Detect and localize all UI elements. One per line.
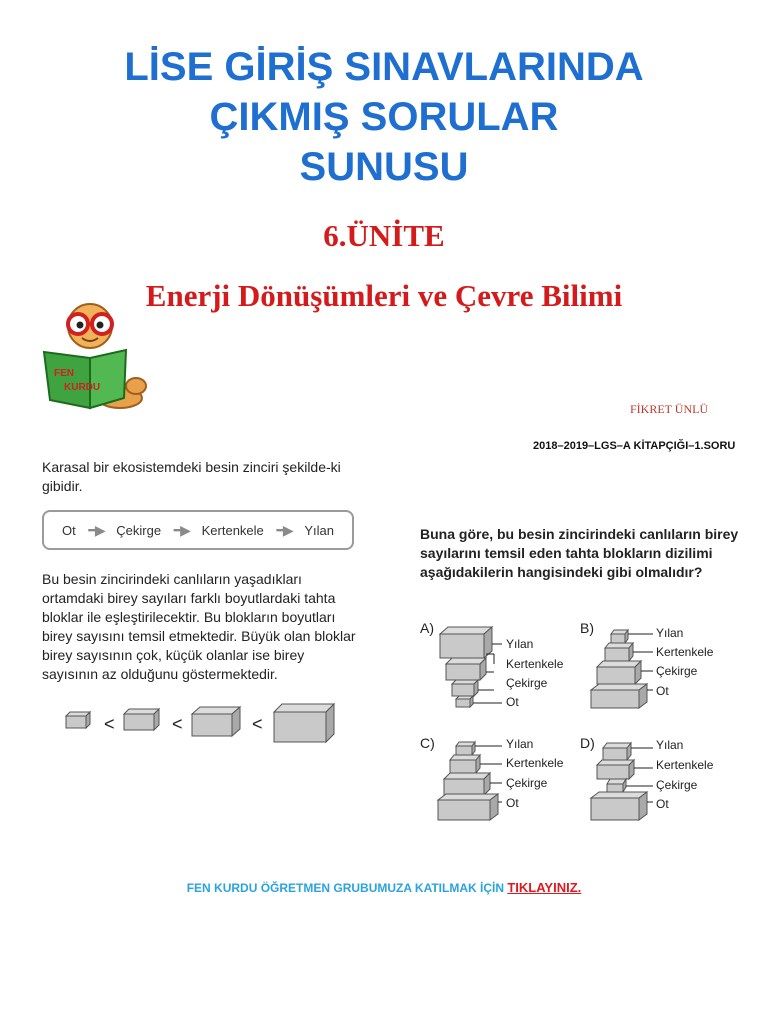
block-label: Ot (656, 797, 669, 811)
question-intro: Karasal bir ekosistemdeki besin zinciri şekilde-ki gibidir. (42, 459, 341, 494)
arrow-right-icon: ━▶ (173, 521, 189, 538)
block-icon (192, 707, 240, 736)
block-label: Kertenkele (506, 756, 564, 770)
question-ask: Buna göre, bu besin zincirindeki canlıların birey sayılarını temsil eden tahta blokların dizilimi aşağıdakilerin hangisindeki gibi olmalıdır? (420, 526, 739, 580)
page-title (0, 42, 768, 192)
block-icon (124, 709, 159, 730)
block-label: Yılan (506, 737, 534, 751)
option-letter: B) (580, 620, 594, 636)
logo-text-fen: FEN (54, 368, 74, 379)
unit-title: 6.ÜNİTE (323, 218, 445, 253)
block-label: Kertenkele (656, 645, 714, 659)
block-label: Çekirge (656, 664, 698, 678)
block-size-comparison (60, 702, 350, 748)
block-label: Yılan (656, 626, 684, 640)
author-name: FİKRET ÜNLÜ (630, 402, 709, 416)
question-source: 2018–2019–LGS–A KİTAPÇIĞI–1.SORU (533, 440, 736, 452)
question-body: Bu besin zincirindeki canlıların yaşadıkları ortamdaki birey sayıları farklı boyutlardaki tahta bloklar ile eşleştirilecektir. Bu blokların boyutları birey sayısını temsil etmektedir. Büyük olan bloklar birey sayısının çok, küçük olanlar ise birey sayısının az olduğunu göstermektedir. (42, 571, 356, 682)
block-label: Yılan (656, 738, 684, 752)
block-label: Ot (506, 695, 519, 709)
block-label: Çekirge (506, 676, 548, 690)
logo-text-kurdu: KURDU (64, 382, 101, 393)
block-label: Ot (506, 796, 519, 810)
chain-item: Ot (62, 522, 76, 538)
less-than-sign: < (252, 714, 263, 734)
block-label: Kertenkele (506, 657, 564, 671)
footer-lead-text: FEN KURDU ÖĞRETMEN GRUBUMUZA KATILMAK İÇİN (186, 881, 508, 895)
block-label: Kertenkele (656, 758, 714, 772)
less-than-sign: < (172, 714, 183, 734)
block-label: Çekirge (656, 778, 698, 792)
join-group-link[interactable]: TIKLAYINIZ. (507, 880, 582, 895)
fen-kurdu-logo (40, 300, 150, 415)
chain-item: Kertenkele (201, 522, 264, 538)
block-label: Çekirge (506, 776, 548, 790)
chain-item: Yılan (304, 522, 334, 538)
food-chain-box (42, 510, 354, 550)
topic-title: Enerji Dönüşümleri ve Çevre Bilimi (145, 278, 623, 313)
arrow-right-icon: ━▶ (88, 521, 104, 538)
footer-invite (0, 880, 768, 895)
block-label: Yılan (506, 637, 534, 651)
title-line-1: LİSE GİRİŞ SINAVLARINDA (124, 45, 644, 89)
title-line-2: ÇIKMIŞ SORULAR (209, 95, 559, 139)
block-icon (274, 704, 334, 742)
arrow-right-icon: ━▶ (276, 521, 292, 538)
option-letter: C) (420, 735, 435, 751)
option-letter: A) (420, 620, 434, 636)
title-line-3: SUNUSU (299, 145, 469, 189)
option-letter: D) (580, 735, 595, 751)
block-icon (66, 712, 90, 728)
less-than-sign: < (104, 714, 115, 734)
block-label: Ot (656, 684, 669, 698)
chain-item: Çekirge (116, 522, 162, 538)
